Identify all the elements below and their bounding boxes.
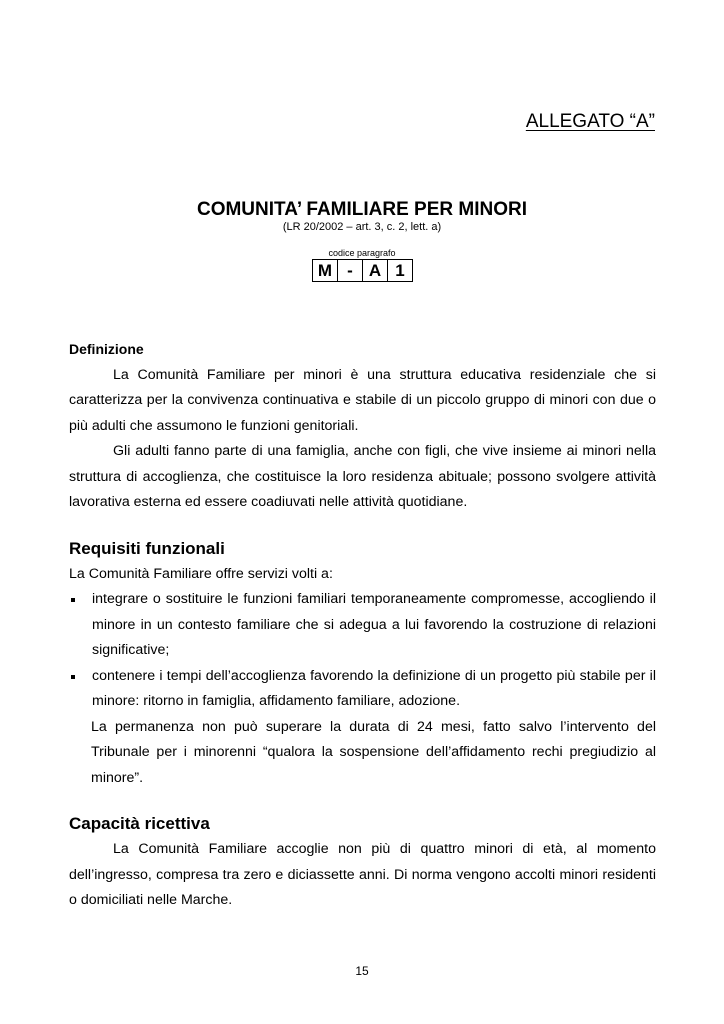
definizione-paragraph: La Comunità Familiare per minori è una struttura educativa residenziale che si caratterizza per la convivenza continuativa e stabile di un piccolo gruppo di minori con due o più adulti che assumono le funzioni genitoriali. xyxy=(69,366,656,434)
section-heading-capacita: Capacità ricettiva xyxy=(69,814,210,833)
list-item-text: integrare o sostituire le funzioni familiari temporaneamente compromesse, accogliendo il minore in un contesto familiare che si adegua a lui favorendo la costruzione di relazioni significative; xyxy=(92,591,656,658)
section-heading-requisiti: Requisiti funzionali xyxy=(69,538,225,558)
codice-cell: M xyxy=(313,260,338,281)
codice-cell: A xyxy=(363,260,388,281)
capacita-paragraph: La Comunità Familiare accoglie non più di quattro minori di età, al momento dell’ingresso, compresa tra zero e diciassette anni. Di norma vengono accolti minori residenti o domiciliati nelle Marche. xyxy=(69,841,656,908)
document-title: COMUNITA’ FAMILIARE PER MINORI xyxy=(196,199,528,220)
document-subtitle: (LR 20/2002 – art. 3, c. 2, lett. a) xyxy=(282,221,442,233)
document-body xyxy=(69,337,656,914)
section-heading-definizione: Definizione xyxy=(69,341,144,357)
list-item-text: contenere i tempi dell’accoglienza favorendo la definizione di un progetto più stabile per il minore: ritorno in famiglia, affidamento familiare, adozione. xyxy=(92,667,656,709)
codice-paragrafo-label: codice paragrafo xyxy=(328,248,396,258)
allegato-label: ALLEGATO “A” xyxy=(525,111,655,132)
codice-cell: 1 xyxy=(395,261,405,280)
definizione-paragraph: Gli adulti fanno parte di una famiglia, anche con figli, che vive insieme ai minori nella struttura di accoglienza, che costituisce la loro residenza abituale; possono svolgere attività lavorativa esterna ed essere coadiuvati nelle attività quotidiane. xyxy=(69,443,656,510)
requisiti-note: La permanenza non può superare la durata di 24 mesi, fatto salvo l’intervento del Tribunale per i minorenni “qualora la sospensione dell’affidamento rechi pregiudizio al minore”. xyxy=(91,718,656,786)
square-bullet-icon xyxy=(71,675,75,679)
codice-cell: - xyxy=(338,260,363,281)
list-item xyxy=(69,587,656,664)
square-bullet-icon xyxy=(71,598,75,602)
requisiti-list xyxy=(69,587,656,715)
requisiti-intro: La Comunità Familiare offre servizi volti a: xyxy=(69,565,333,582)
page-number: 15 xyxy=(355,964,369,978)
codice-paragrafo-box xyxy=(312,259,413,282)
list-item xyxy=(69,664,656,715)
